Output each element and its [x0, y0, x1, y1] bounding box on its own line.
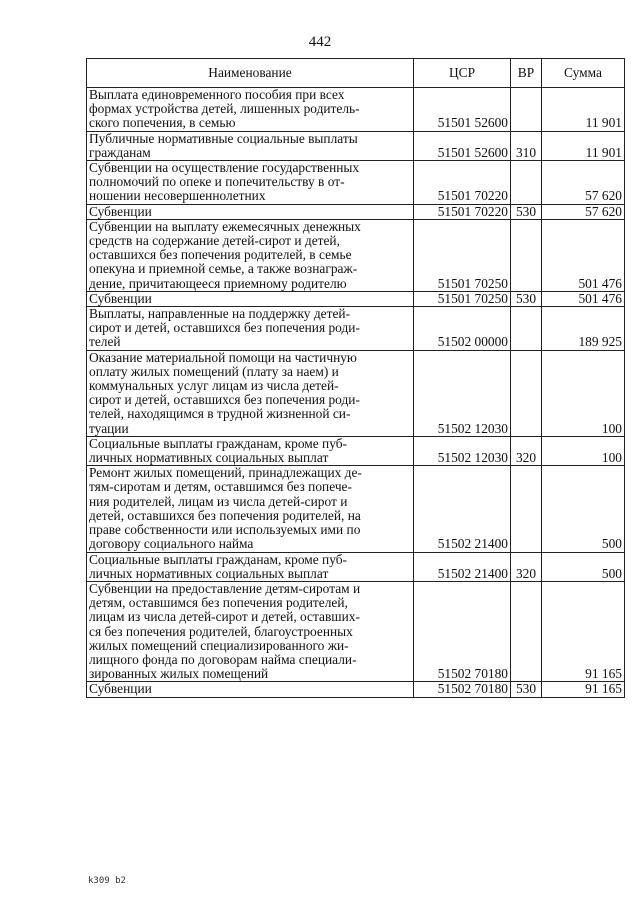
row-vr-cell: [511, 466, 542, 552]
row-csr-cell: 51501 70250: [414, 219, 511, 291]
row-csr-cell: 51502 21400: [414, 552, 511, 581]
table-row: [87, 307, 625, 351]
row-name-cell: Выплата единовременного пособия при всех формах устройства детей, лишенных родитель- ского попечения, в семью: [87, 88, 414, 132]
row-csr-cell: 51501 52600: [414, 88, 511, 132]
row-csr-cell: 51502 70180: [414, 581, 511, 681]
row-vr-cell: [511, 88, 542, 132]
page-number: 442: [308, 34, 332, 50]
row-csr-cell: 51501 70250: [414, 291, 511, 306]
table-row: [87, 682, 625, 697]
row-sum-cell: 189 925: [542, 307, 625, 351]
row-name-cell: Субвенции: [87, 291, 414, 306]
row-name-cell: Ремонт жилых помещений, принадлежащих де- тям-сиротам и детям, оставшимся без попече- ния родителей, лицам из числа детей-сирот и детей, оставшихся без попечения родителей, на праве собственности или используемых ими по договору социального найма: [87, 466, 414, 552]
row-name-cell: Выплаты, направленные на поддержку детей- сирот и детей, оставшихся без попечения роди- телей: [87, 307, 414, 351]
table-row: [87, 436, 625, 465]
row-vr-cell: 530: [511, 204, 542, 219]
row-name-cell: Социальные выплаты гражданам, кроме пуб- личных нормативных социальных выплат: [87, 552, 414, 581]
row-csr-cell: 51502 21400: [414, 466, 511, 552]
table-row: [87, 581, 625, 681]
row-sum-cell: 91 165: [542, 581, 625, 681]
row-vr-cell: [511, 581, 542, 681]
row-sum-cell: 100: [542, 436, 625, 465]
row-name-cell: Субвенции: [87, 682, 414, 697]
table-row: [87, 466, 625, 552]
row-name-cell: Субвенции на выплату ежемесячных денежных средств на содержание детей-сирот и детей, оставшихся без попечения родителей, в семье опекуна и приемной семье, а также вознаграж- дение, причитающееся приемному родителю: [87, 219, 414, 291]
table-body: [87, 88, 625, 698]
table-row: [87, 350, 625, 436]
table-row: [87, 291, 625, 306]
row-vr-cell: 320: [511, 552, 542, 581]
row-csr-cell: 51502 12030: [414, 350, 511, 436]
row-sum-cell: 11 901: [542, 131, 625, 160]
row-csr-cell: 51501 52600: [414, 131, 511, 160]
row-csr-cell: 51502 00000: [414, 307, 511, 351]
row-sum-cell: 57 620: [542, 161, 625, 205]
table-row: [87, 88, 625, 132]
row-name-cell: Субвенции на осуществление государственных полномочий по опеке и попечительству в от- ношении несовершеннолетних: [87, 161, 414, 205]
row-vr-cell: [511, 307, 542, 351]
footer-code: k309 b2: [88, 876, 126, 886]
row-sum-cell: 57 620: [542, 204, 625, 219]
row-csr-cell: 51502 70180: [414, 682, 511, 697]
row-csr-cell: 51501 70220: [414, 204, 511, 219]
header-sum: Сумма: [542, 59, 625, 88]
header-vr: ВР: [511, 59, 542, 88]
row-sum-cell: 501 476: [542, 291, 625, 306]
row-csr-cell: 51501 70220: [414, 161, 511, 205]
table-row: [87, 161, 625, 205]
table-row: [87, 131, 625, 160]
table-row: [87, 552, 625, 581]
table-header-row: [87, 59, 625, 88]
budget-table: [86, 58, 625, 698]
row-name-cell: Субвенции: [87, 204, 414, 219]
row-csr-cell: 51502 12030: [414, 436, 511, 465]
row-vr-cell: 530: [511, 291, 542, 306]
row-vr-cell: [511, 161, 542, 205]
row-name-cell: Социальные выплаты гражданам, кроме пуб- личных нормативных социальных выплат: [87, 436, 414, 465]
header-name: Наименование: [87, 59, 414, 88]
table-row: [87, 204, 625, 219]
row-vr-cell: [511, 350, 542, 436]
row-name-cell: Оказание материальной помощи на частичную оплату жилых помещений (плату за наем) и коммунальных услуг лицам из числа детей- сирот и детей, оставшихся без попечения роди- телей, находящимся в трудной жизненной си- туации: [87, 350, 414, 436]
row-name-cell: Публичные нормативные социальные выплаты гражданам: [87, 131, 414, 160]
row-sum-cell: 91 165: [542, 682, 625, 697]
header-csr: ЦСР: [414, 59, 511, 88]
row-vr-cell: 310: [511, 131, 542, 160]
row-name-cell: Субвенции на предоставление детям-сиротам и детям, оставшимся без попечения родителей, лицам из числа детей-сирот и детей, оставших- ся без попечения родителей, благоустроенных жилых помещений специализированного жи- лищного фонда по договорам найма специали- зированных жилых помещений: [87, 581, 414, 681]
row-sum-cell: 501 476: [542, 219, 625, 291]
row-sum-cell: 11 901: [542, 88, 625, 132]
table-row: [87, 219, 625, 291]
row-sum-cell: 500: [542, 552, 625, 581]
row-vr-cell: 320: [511, 436, 542, 465]
row-vr-cell: [511, 219, 542, 291]
row-sum-cell: 500: [542, 466, 625, 552]
row-sum-cell: 100: [542, 350, 625, 436]
row-vr-cell: 530: [511, 682, 542, 697]
